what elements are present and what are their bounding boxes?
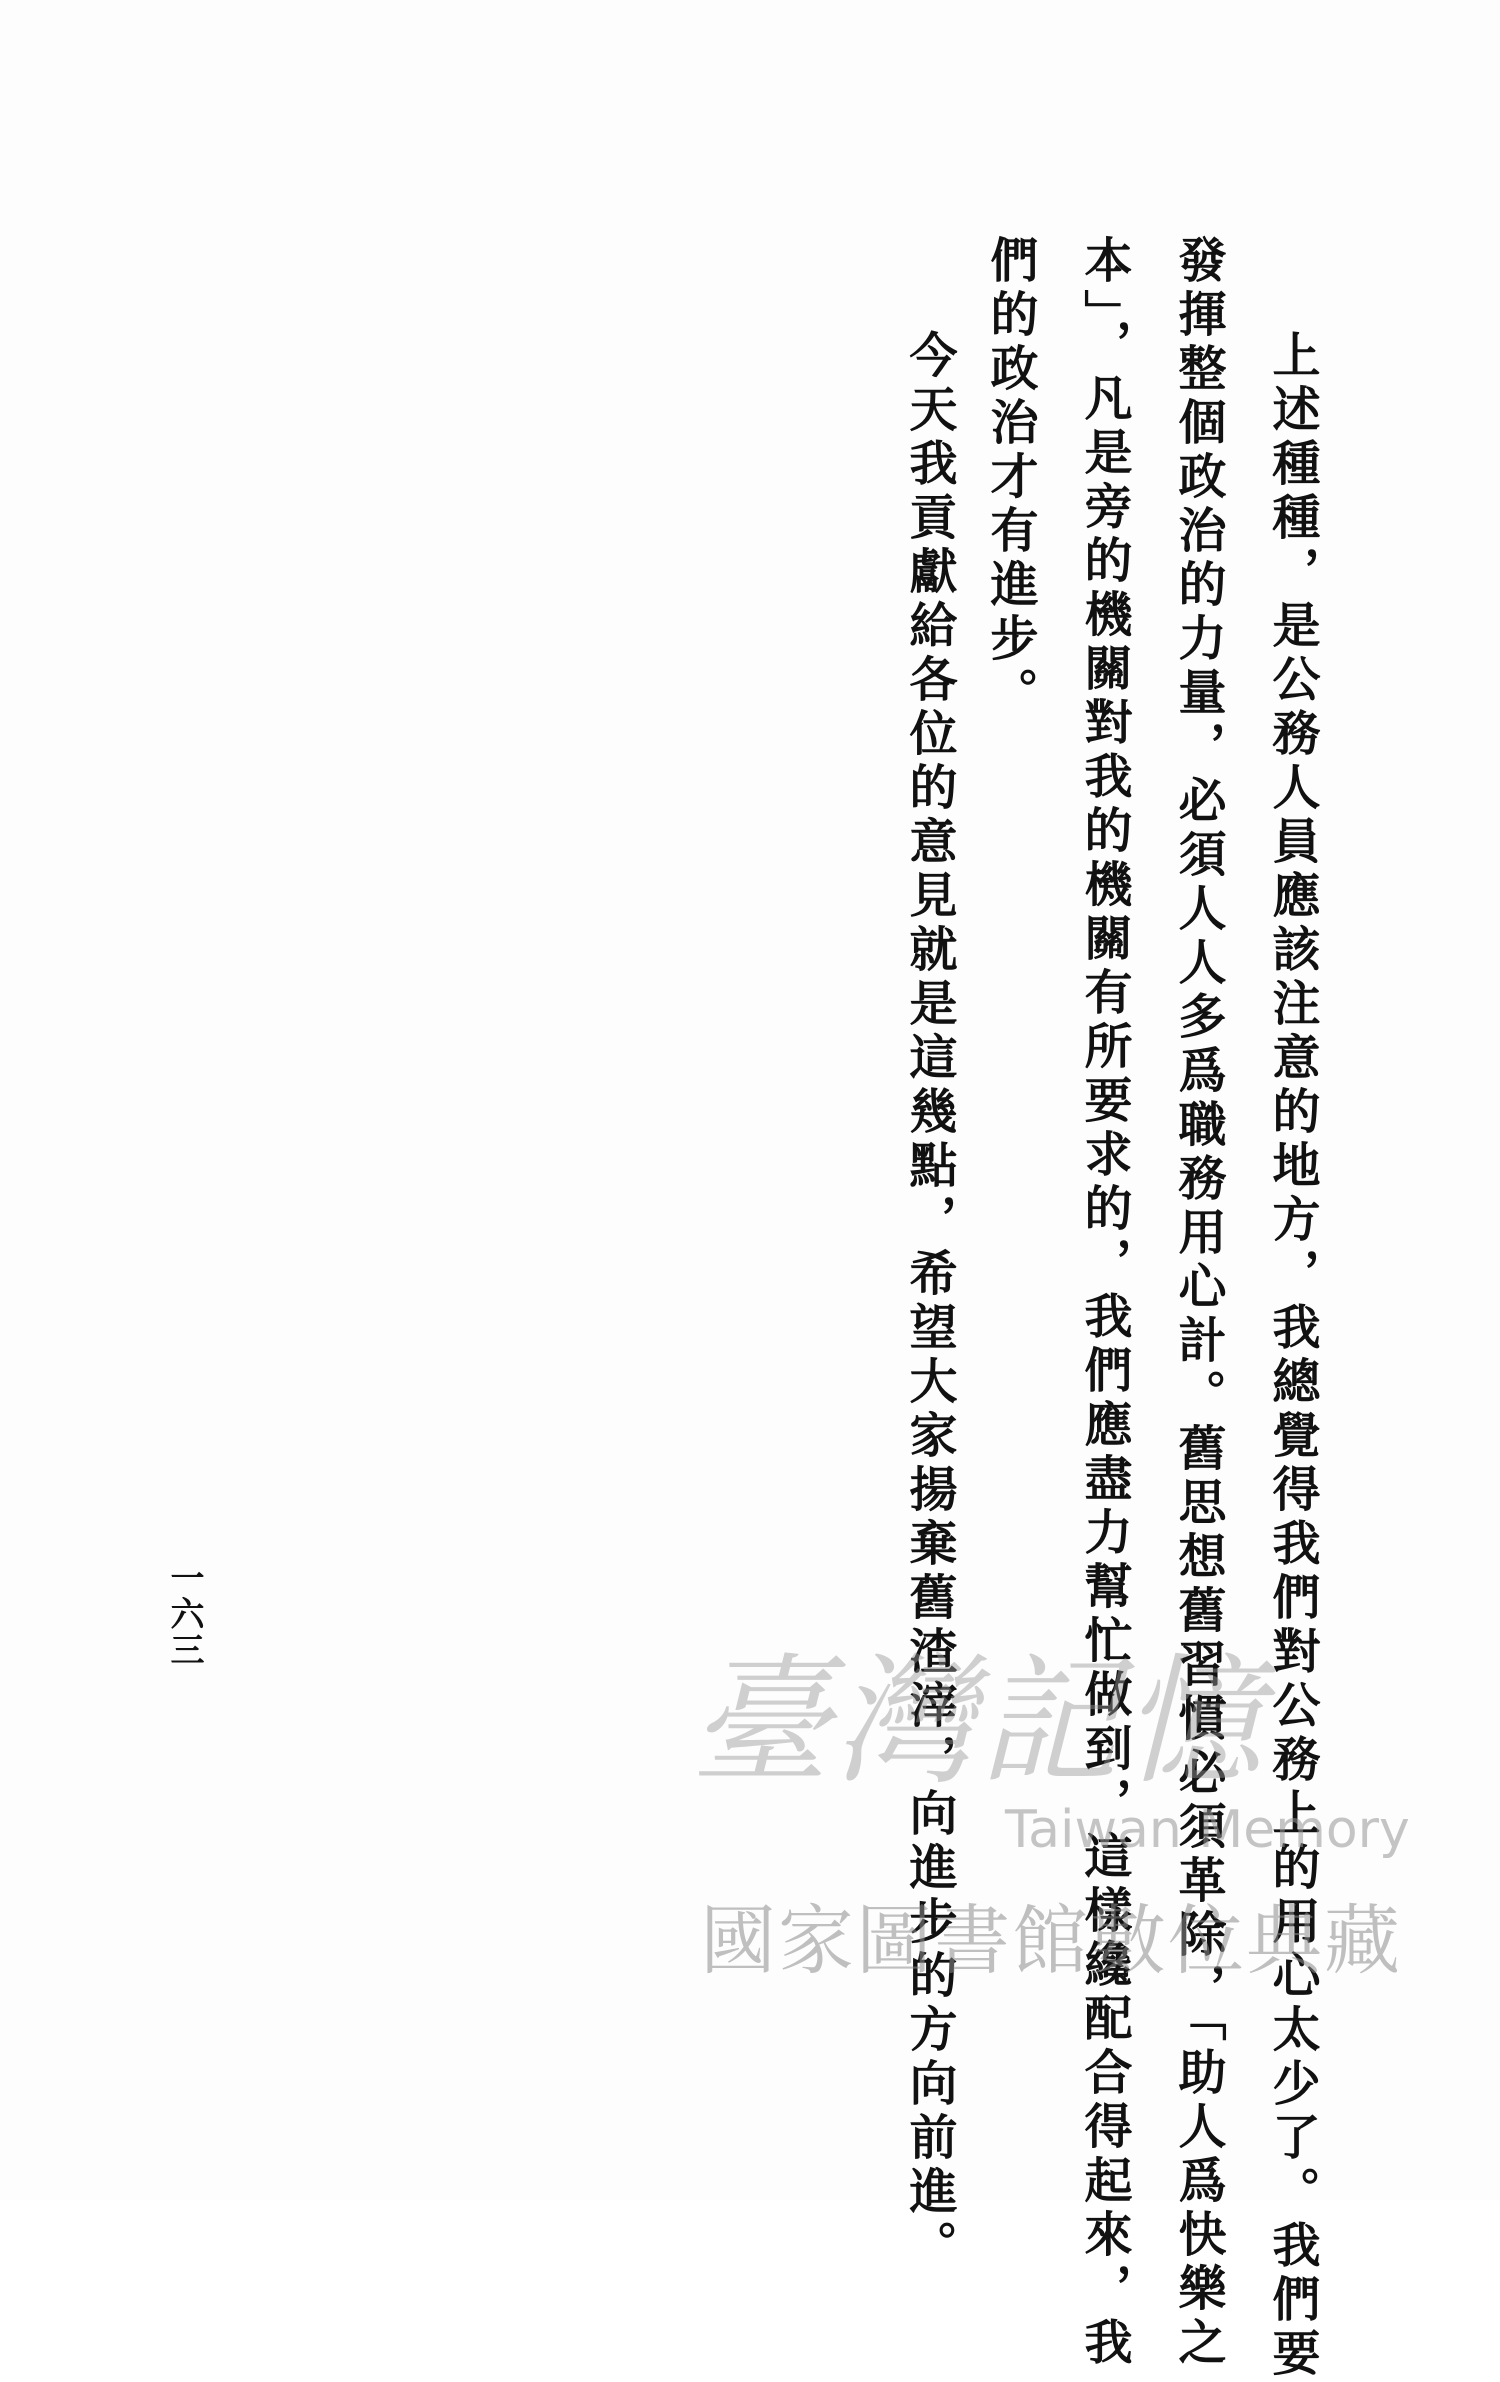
text-column-1: 上述種種，是公務人員應該注意的地方，我總覺得我們對公務上的用心太少了。我們要 [1264,330,1320,2382]
text-column-2: 發揮整個政治的力量，必須人人多爲職務用心計。舊思想舊習慣必須革除，「助人爲快樂之 [1170,235,1226,2371]
text-column-4: 們的政治才有進步。 [982,235,1038,721]
text-column-5: 今天我貢獻給各位的意見就是這幾點，希望大家揚棄舊渣滓，向進步的方向前進。 [901,330,957,2274]
page-number: 一六三 [164,1560,204,1668]
watermark-logo-latin: Taiwan Memory [1005,1800,1410,1860]
watermark-logo-script: 臺灣記憶 [690,1641,1267,1804]
text-column-3: 本」，凡是旁的機關對我的機關有所要求的，我們應盡力幫忙做到，這樣纔配合得起來，我 [1076,235,1132,2371]
watermark-library-name: 國家圖書館數位典藏 [700,1896,1402,1985]
